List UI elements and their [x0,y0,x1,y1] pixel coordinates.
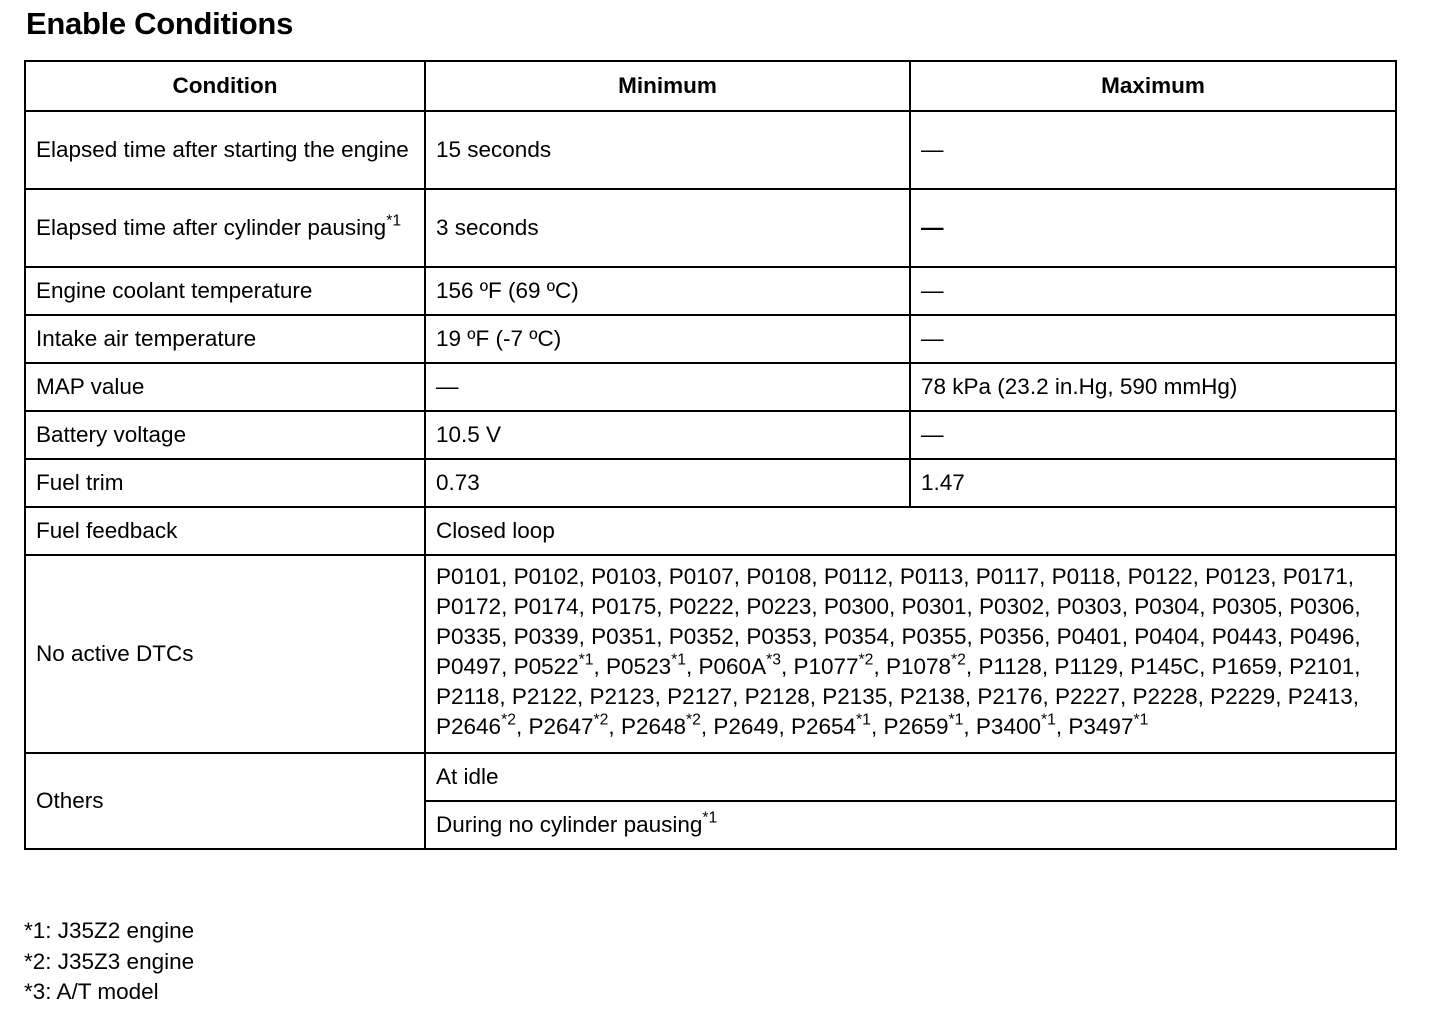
dtc-code [1055,684,1120,709]
dtc-code-text: P2135 [822,684,888,709]
dtc-code [669,594,734,619]
dtc-code-text: P3497 [1068,714,1134,739]
maximum-cell: — [910,411,1396,459]
dtc-code-text: P1128 [978,654,1042,679]
dtc-code-text: P2101 [1289,654,1355,679]
footnote: *2: J35Z3 engine [24,948,195,974]
dtc-code-text: P2229 [1210,684,1276,709]
dtc-code [1288,684,1353,709]
dtc-code [436,684,499,709]
condition-cell: Engine coolant temperature [25,267,425,315]
footnote-marker: *1 [702,809,718,827]
condition-cell: Elapsed time after starting the engine [25,111,425,189]
dtc-code [1212,624,1277,649]
dtc-code [1128,564,1193,589]
dtc-code [513,651,594,679]
dtc-code-text: P0123 [1205,564,1271,589]
dtc-code [822,684,887,709]
dtc-code-text: P2659 [883,714,949,739]
others-item-text: During no cylinder pausing [436,812,703,837]
footnote-marker: *1 [948,711,964,729]
dtc-code-text: P2128 [744,684,810,709]
dtc-code [590,684,655,709]
dtc-code [1134,594,1199,619]
dtc-code-text: P2228 [1132,684,1198,709]
dtc-code [901,594,966,619]
dtc-code-text: P0443 [1211,624,1277,649]
footnote-marker: *2 [858,651,874,669]
footnote-marker: *2 [686,711,701,729]
dtc-code-text: P0352 [668,624,734,649]
dtc-code-text: P2646 [436,714,502,739]
table-row [25,189,1396,267]
dtc-code [591,624,656,649]
dtc-code-text: P0117 [975,564,1040,589]
dtc-code-text: P0303 [1056,594,1122,619]
condition-cell: Fuel trim [25,459,425,507]
dtc-code-text: P0335 [436,624,502,649]
dtc-code [1210,684,1275,709]
header-condition: Condition [25,61,425,111]
dtc-code [512,684,577,709]
dtc-code-text: P0306 [1289,594,1355,619]
header-maximum: Maximum [910,61,1396,111]
maximum-cell: 78 kPa (23.2 in.Hg, 590 mmHg) [910,363,1396,411]
footnote-marker: *2 [593,711,609,729]
table-row [25,459,1396,507]
dtc-code [901,624,966,649]
dtc-code [1205,564,1270,589]
header-minimum: Minimum [425,61,910,111]
footnote-marker: *2 [501,711,516,729]
footnote-marker: *2 [951,651,966,669]
dtc-code [1130,654,1199,679]
dtc-code-text: P2227 [1054,684,1121,709]
dtc-code [591,594,656,619]
dtc-code [606,651,686,679]
dtc-code [824,594,889,619]
condition-cell: MAP value [25,363,425,411]
dtc-code-text: P1129 [1054,654,1118,679]
footnote: *3: A/T model [24,979,159,1005]
dtc-code-text: P0356 [979,624,1045,649]
enable-conditions-table [24,60,1397,850]
dtc-code-text: P0118 [1051,564,1116,589]
dtc-code [698,651,781,679]
dtc-code-text: P2127 [667,684,733,709]
dtc-code [900,684,965,709]
dtc-code [1289,654,1354,679]
dtc-code [1057,624,1122,649]
dtc-code [1212,594,1277,619]
dtc-code [979,594,1044,619]
dtc-code-text: P0108 [746,564,812,589]
page-title: Enable Conditions [26,6,294,41]
dtc-list-cell: P0101, P0102, P0103, P0107, P0108, P0112, P0113, P0117, P0118, P0122, P0123, P0171, P0172, P0174, P0175, P0222, P0223, P0300, P0301, P0302, P0303, P0304, P0305, P0306, P0335, P0339, P0351, P0352, P0353, P0354, P0355, P0356, P0401, P0404, P0443, P0496, P0497, P0522$^{*1}$, P0523$^{*1}$, P060A$^{*3}$, P1077$^{*2}$, P1078$^{*2}$, P1128, P1129, P145C, P1659, P2101, P2118, P2122, P2123, P2127, P2128, P2135, P2138, P2176, P2227, P2228, P2229, P2413, P2646$^{*2}$, P2647$^{*2}$, P2648$^{*2}$, P2649, P2654$^{*1}$, P2659$^{*1}$, P3400$^{*1}$, P3497$^{*1}$ [425,555,1396,753]
dtc-code [976,564,1039,589]
dtc-code [790,711,871,739]
dtc-code [436,711,516,739]
others-item-cell: At idle [425,753,1396,801]
condition-cell: No active DTCs [25,555,425,753]
dtc-code-text: P0171 [1282,564,1348,589]
minimum-cell: 10.5 V [425,411,910,459]
condition-cell: Battery voltage [25,411,425,459]
footnote-marker: *1 [856,711,871,729]
footnote-marker: *1 [578,651,594,669]
dtc-code-text: P0107 [668,564,734,589]
footnote: *1: J35Z2 engine [24,918,195,943]
dtc-code [746,564,811,589]
dtc-code [1212,654,1277,679]
dtc-code-text: P0223 [746,594,812,619]
dtc-code [1134,624,1199,649]
dtc-code [746,594,811,619]
dtc-code-text: P2176 [977,684,1043,709]
dtc-code-text: P0355 [901,624,967,649]
dtc-code [793,651,874,679]
dtc-code-text: P0404 [1134,624,1200,649]
dtc-code [975,711,1056,739]
dtc-code [979,624,1044,649]
dtc-code-text: P0222 [668,594,734,619]
dtc-code-text: P0496 [1289,624,1355,649]
dtc-code-text: P0300 [823,594,889,619]
condition-cell: Others [25,753,425,849]
dtc-code-text: P0523 [606,654,672,679]
dtc-code-text: P0302 [979,594,1045,619]
condition-text: Elapsed time after cylinder pausing [36,215,387,240]
minimum-cell: — [425,363,910,411]
footnote-marker: *1 [671,651,686,669]
dtc-code [746,624,811,649]
minimum-cell: 15 seconds [425,111,910,189]
dtc-code-text: P2648 [620,714,686,739]
dtc-code [745,684,810,709]
dtc-code [514,624,579,649]
dtc-code-text: P145C [1130,654,1200,679]
table-row [25,363,1396,411]
table-row [25,507,1396,555]
minimum-cell: 3 seconds [425,189,910,267]
dtc-code-text: P0339 [513,624,579,649]
table-row [25,411,1396,459]
dtc-code [977,684,1042,709]
maximum-cell: 1.47 [910,459,1396,507]
dtc-code [1133,684,1198,709]
maximum-cell: — [910,267,1396,315]
dtc-code-text: P0174 [513,594,579,619]
dtc-code-text: P1659 [1211,654,1277,679]
dtc-code-text: P060A [698,654,767,679]
dtc-code [436,624,501,649]
dtc-code [1054,654,1117,679]
dtc-code [514,594,579,619]
dtc-code [667,684,732,709]
dtc-code-text: P0354 [823,624,889,649]
dtc-code [591,564,656,589]
dtc-code-text: P2413 [1287,684,1353,709]
dtc-code-text: P2654 [790,714,857,739]
dtc-code [1057,594,1122,619]
minimum-cell: 19 ºF (-7 ºC) [425,315,910,363]
condition-cell: Intake air temperature [25,315,425,363]
dtc-code-text: P0301 [901,594,967,619]
dtc-code [620,711,701,739]
footnote-marker: *1 [386,212,402,230]
others-item-cell [425,801,1396,849]
dtc-code [436,564,501,589]
maximum-cell: — [910,189,1396,267]
dtc-code-text: P0113 [899,564,964,589]
maximum-cell: — [910,315,1396,363]
dtc-code-text: P0175 [591,594,657,619]
dtc-code [1052,564,1115,589]
dtc-code [900,564,963,589]
dtc-code [514,564,579,589]
dtc-code-text: P0522 [513,654,579,679]
dtc-code [1289,624,1354,649]
dtc-code-text: P2649 [713,714,779,739]
dtc-code [1068,711,1149,739]
dtc-code-text: P0172 [436,594,502,619]
footnote-marker: *1 [1040,711,1056,729]
table-row [25,111,1396,189]
dtc-code-text: P0112 [823,564,888,589]
dtc-code-text: P0103 [591,564,657,589]
dtc-code-text: P0497 [436,654,502,679]
dtc-code [978,654,1041,679]
table-row [25,315,1396,363]
dtc-code [669,564,734,589]
dtc-code-text: P0305 [1211,594,1277,619]
dtc-code [713,714,778,739]
dtc-code [436,594,501,619]
maximum-cell: — [910,111,1396,189]
dtc-code-text: P2647 [528,714,594,739]
dtc-code [669,624,734,649]
condition-cell: Fuel feedback [25,507,425,555]
dtc-code-text: P1078 [885,654,952,679]
value-cell: Closed loop [425,507,1396,555]
dtc-code-text: P0101 [436,564,502,589]
dtc-code-text: P0401 [1056,624,1122,649]
dtc-code [528,711,609,739]
dtc-code [883,711,964,739]
dtc-code-text: P0351 [591,624,657,649]
minimum-cell: 0.73 [425,459,910,507]
dtc-code-text: P3400 [975,714,1041,739]
dtc-code-text: P0304 [1134,594,1200,619]
condition-cell [25,189,425,267]
footnote-marker: *3 [766,651,781,669]
dtc-code-text: P2138 [899,684,965,709]
dtc-code-text: P0122 [1127,564,1193,589]
dtc-code [436,654,501,679]
footnotes [24,916,194,1008]
dtc-code [824,624,889,649]
table-header-row [25,61,1396,111]
dtc-code-text: P1077 [793,654,859,679]
dtc-code-text: P0102 [513,564,579,589]
minimum-cell: 156 ºF (69 ºC) [425,267,910,315]
dtc-code [885,651,966,679]
table-row [25,267,1396,315]
dtc-code-text: P2118 [436,684,500,709]
dtc-code [1283,564,1348,589]
table-row-dtcs [25,555,1396,753]
dtc-code-text: P0353 [746,624,812,649]
table-row-others [25,753,1396,801]
dtc-code-text: P2122 [511,684,577,709]
dtc-code-text: P2123 [589,684,655,709]
dtc-code [824,564,887,589]
dtc-code [1289,594,1354,619]
footnote-marker: *1 [1133,711,1149,729]
